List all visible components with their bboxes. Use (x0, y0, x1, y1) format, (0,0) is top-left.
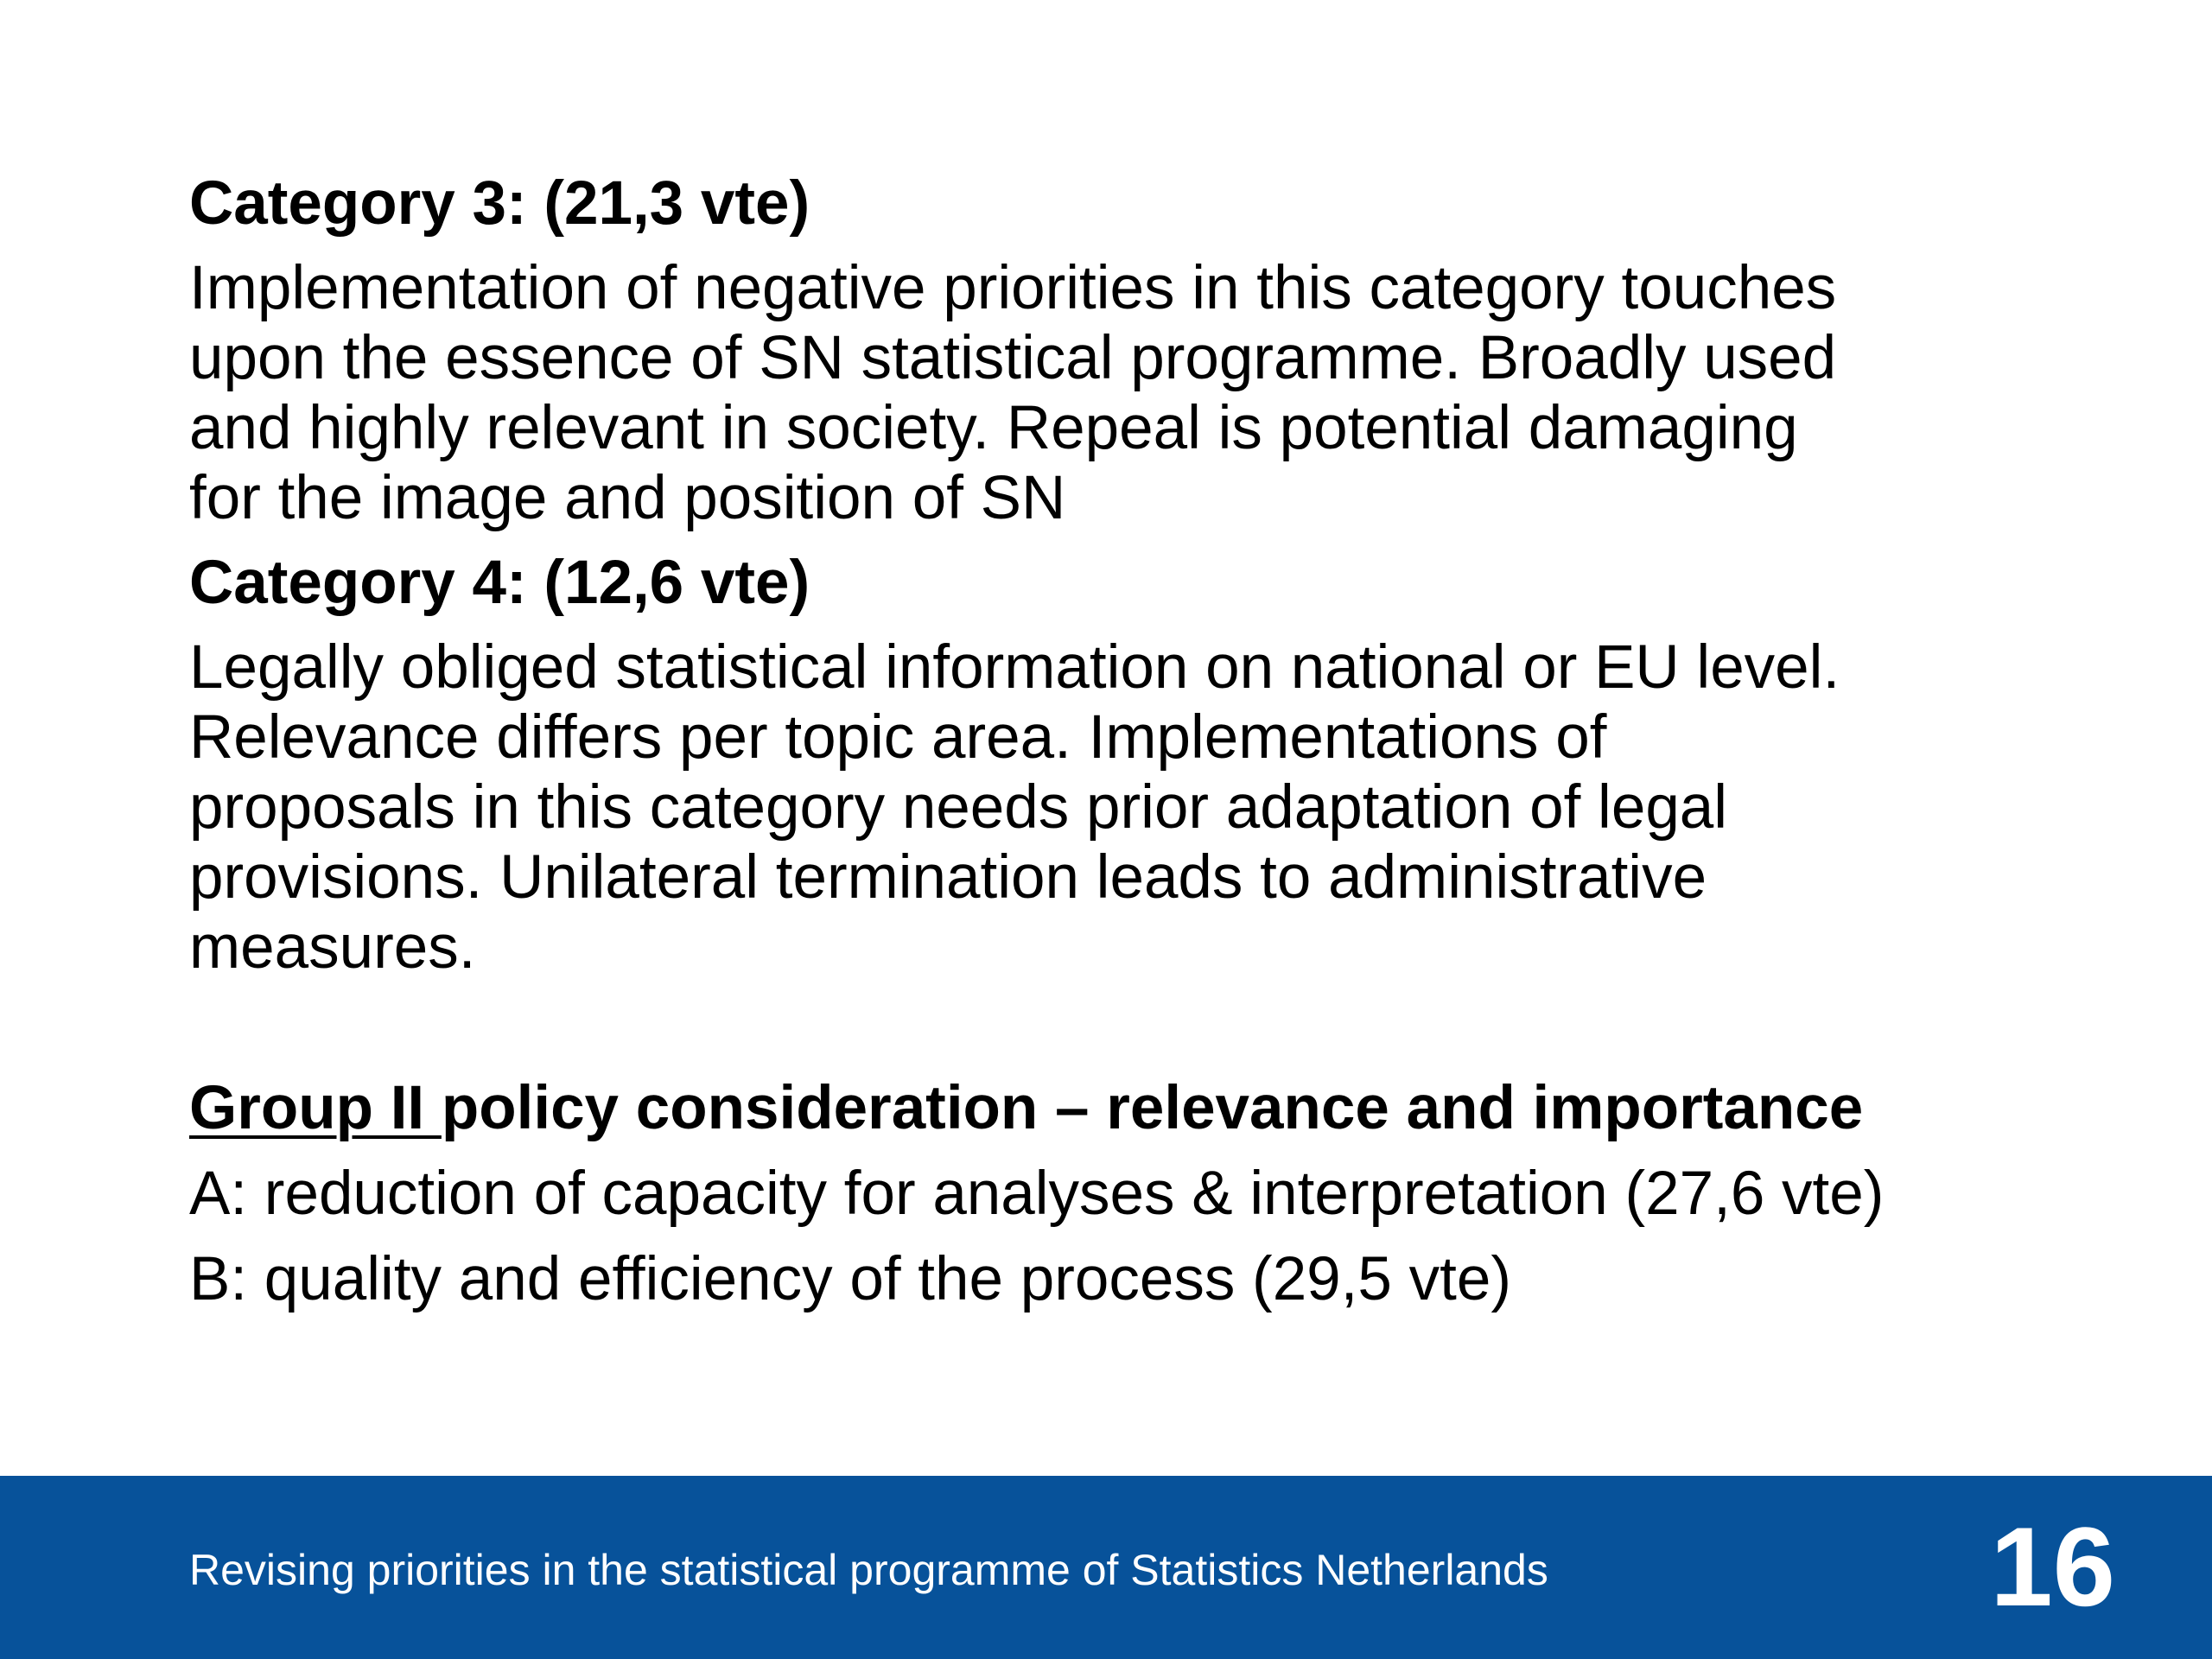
group-2-item-a: A: reduction of capacity for analyses & interpretation (27,6 vte) (189, 1160, 1885, 1228)
category-4-line: Relevance differs per topic area. Implementations of (189, 703, 1607, 772)
category-4-description (189, 632, 2056, 982)
category-3-line: and highly relevant in society. Repeal is potential damaging (189, 394, 1798, 462)
group-2-heading-rest: policy consideration – relevance and importance (441, 1074, 1864, 1142)
group-2-item-b: B: quality and efficiency of the process (29,5 vte) (189, 1245, 1511, 1313)
category-3-line: for the image and position of SN (189, 464, 1066, 532)
category-4-line: Legally obliged statistical information on national or EU level. (189, 633, 1840, 702)
footer-text: Revising priorities in the statistical programme of Statistics Netherlands (189, 1546, 1548, 1594)
slide-content (189, 169, 2056, 1313)
category-3-line: Implementation of negative priorities in this category touches (189, 254, 1837, 322)
group-2-heading (189, 1074, 2056, 1142)
group-2-heading-underlined: Group II (189, 1074, 442, 1142)
category-3-line: upon the essence of SN statistical programme. Broadly used (189, 324, 1837, 392)
category-3-description (189, 253, 2056, 533)
category-4-line: provisions. Unilateral termination leads to administrative (189, 843, 1707, 912)
footer-bar (0, 1476, 2212, 1659)
category-4-line: proposals in this category needs prior adaptation of legal (189, 773, 1728, 842)
category-3-heading: Category 3: (21,3 vte) (189, 169, 810, 238)
page-number: 16 (1990, 1503, 2115, 1630)
category-4-heading: Category 4: (12,6 vte) (189, 549, 810, 617)
category-4-line: measures. (189, 913, 476, 982)
